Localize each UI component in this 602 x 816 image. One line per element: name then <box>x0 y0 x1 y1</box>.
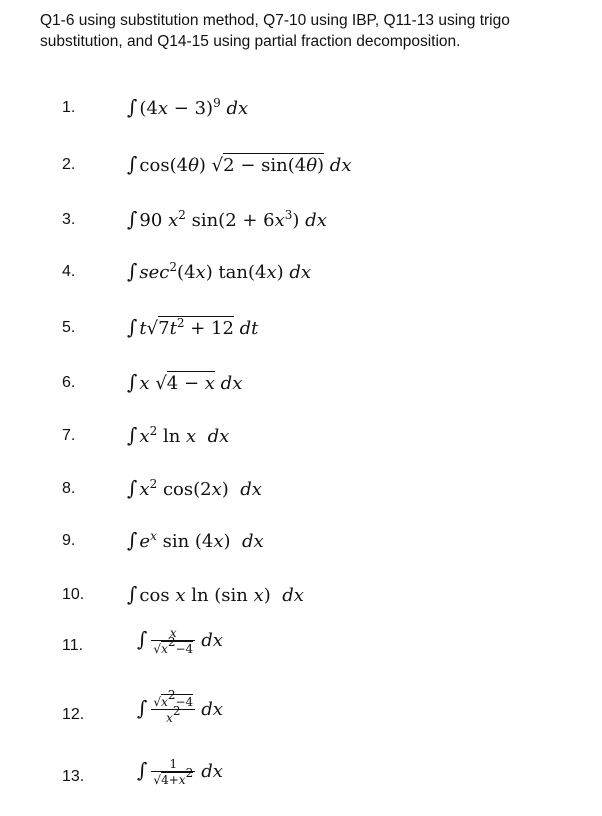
problem-number: 8. <box>62 480 76 497</box>
problem-expression: ∫ $\frac{√x^2-4}{x^2}$ dx <box>137 688 223 725</box>
problem-number: 1. <box>62 99 76 116</box>
problem-expression: ∫ cos x ln (sin x) dx <box>127 582 304 606</box>
problem-number: 2. <box>62 156 76 173</box>
problem-number: 13. <box>62 768 85 785</box>
problem-number: 11. <box>62 637 84 654</box>
problem-number: 5. <box>62 319 76 336</box>
problem-expression: ∫ $(4x - 3)^9$ dx <box>127 95 249 119</box>
problem-number: 3. <box>62 211 76 228</box>
problem-expression: ∫ $x^2$ ln x dx <box>127 423 230 447</box>
instructions-text: Q1-6 using substitution method, Q7-10 using IBP, Q11-13 using trigo substitution, and Q14-15 using partial fraction decomposition. <box>40 12 510 50</box>
problem-expression: ∫ $e^x$ sin (4x) dx <box>127 528 264 552</box>
problem-number: 6. <box>62 374 76 391</box>
problem-expression: ∫ $\frac{x}{√x^2-4}$ dx <box>137 626 223 656</box>
problem-number: 12. <box>62 706 85 723</box>
problem-expression: ∫ cos(4θ) √2 − sin(4θ) dx <box>127 152 352 176</box>
problem-expression: ∫ x √4 − x dx <box>127 370 243 394</box>
problem-expression: ∫ 90 $x^2$ $\sin(2 + 6x^3)$ dx <box>127 207 327 231</box>
problem-number: 7. <box>62 427 76 444</box>
problem-expression: ∫ $\sec^2(4x)$ tan(4x) dx <box>127 259 312 283</box>
problem-expression: ∫ $x^2$ cos(2x) dx <box>127 476 262 500</box>
problem-number: 4. <box>62 263 76 280</box>
problem-expression: ∫ $t√7t^2 + 12$ dt <box>127 315 259 339</box>
problem-number: 9. <box>62 532 76 549</box>
problem-expression: ∫ $\frac{1}{√4+x^2}$ dx <box>137 757 223 787</box>
problem-number: 10. <box>62 586 85 603</box>
